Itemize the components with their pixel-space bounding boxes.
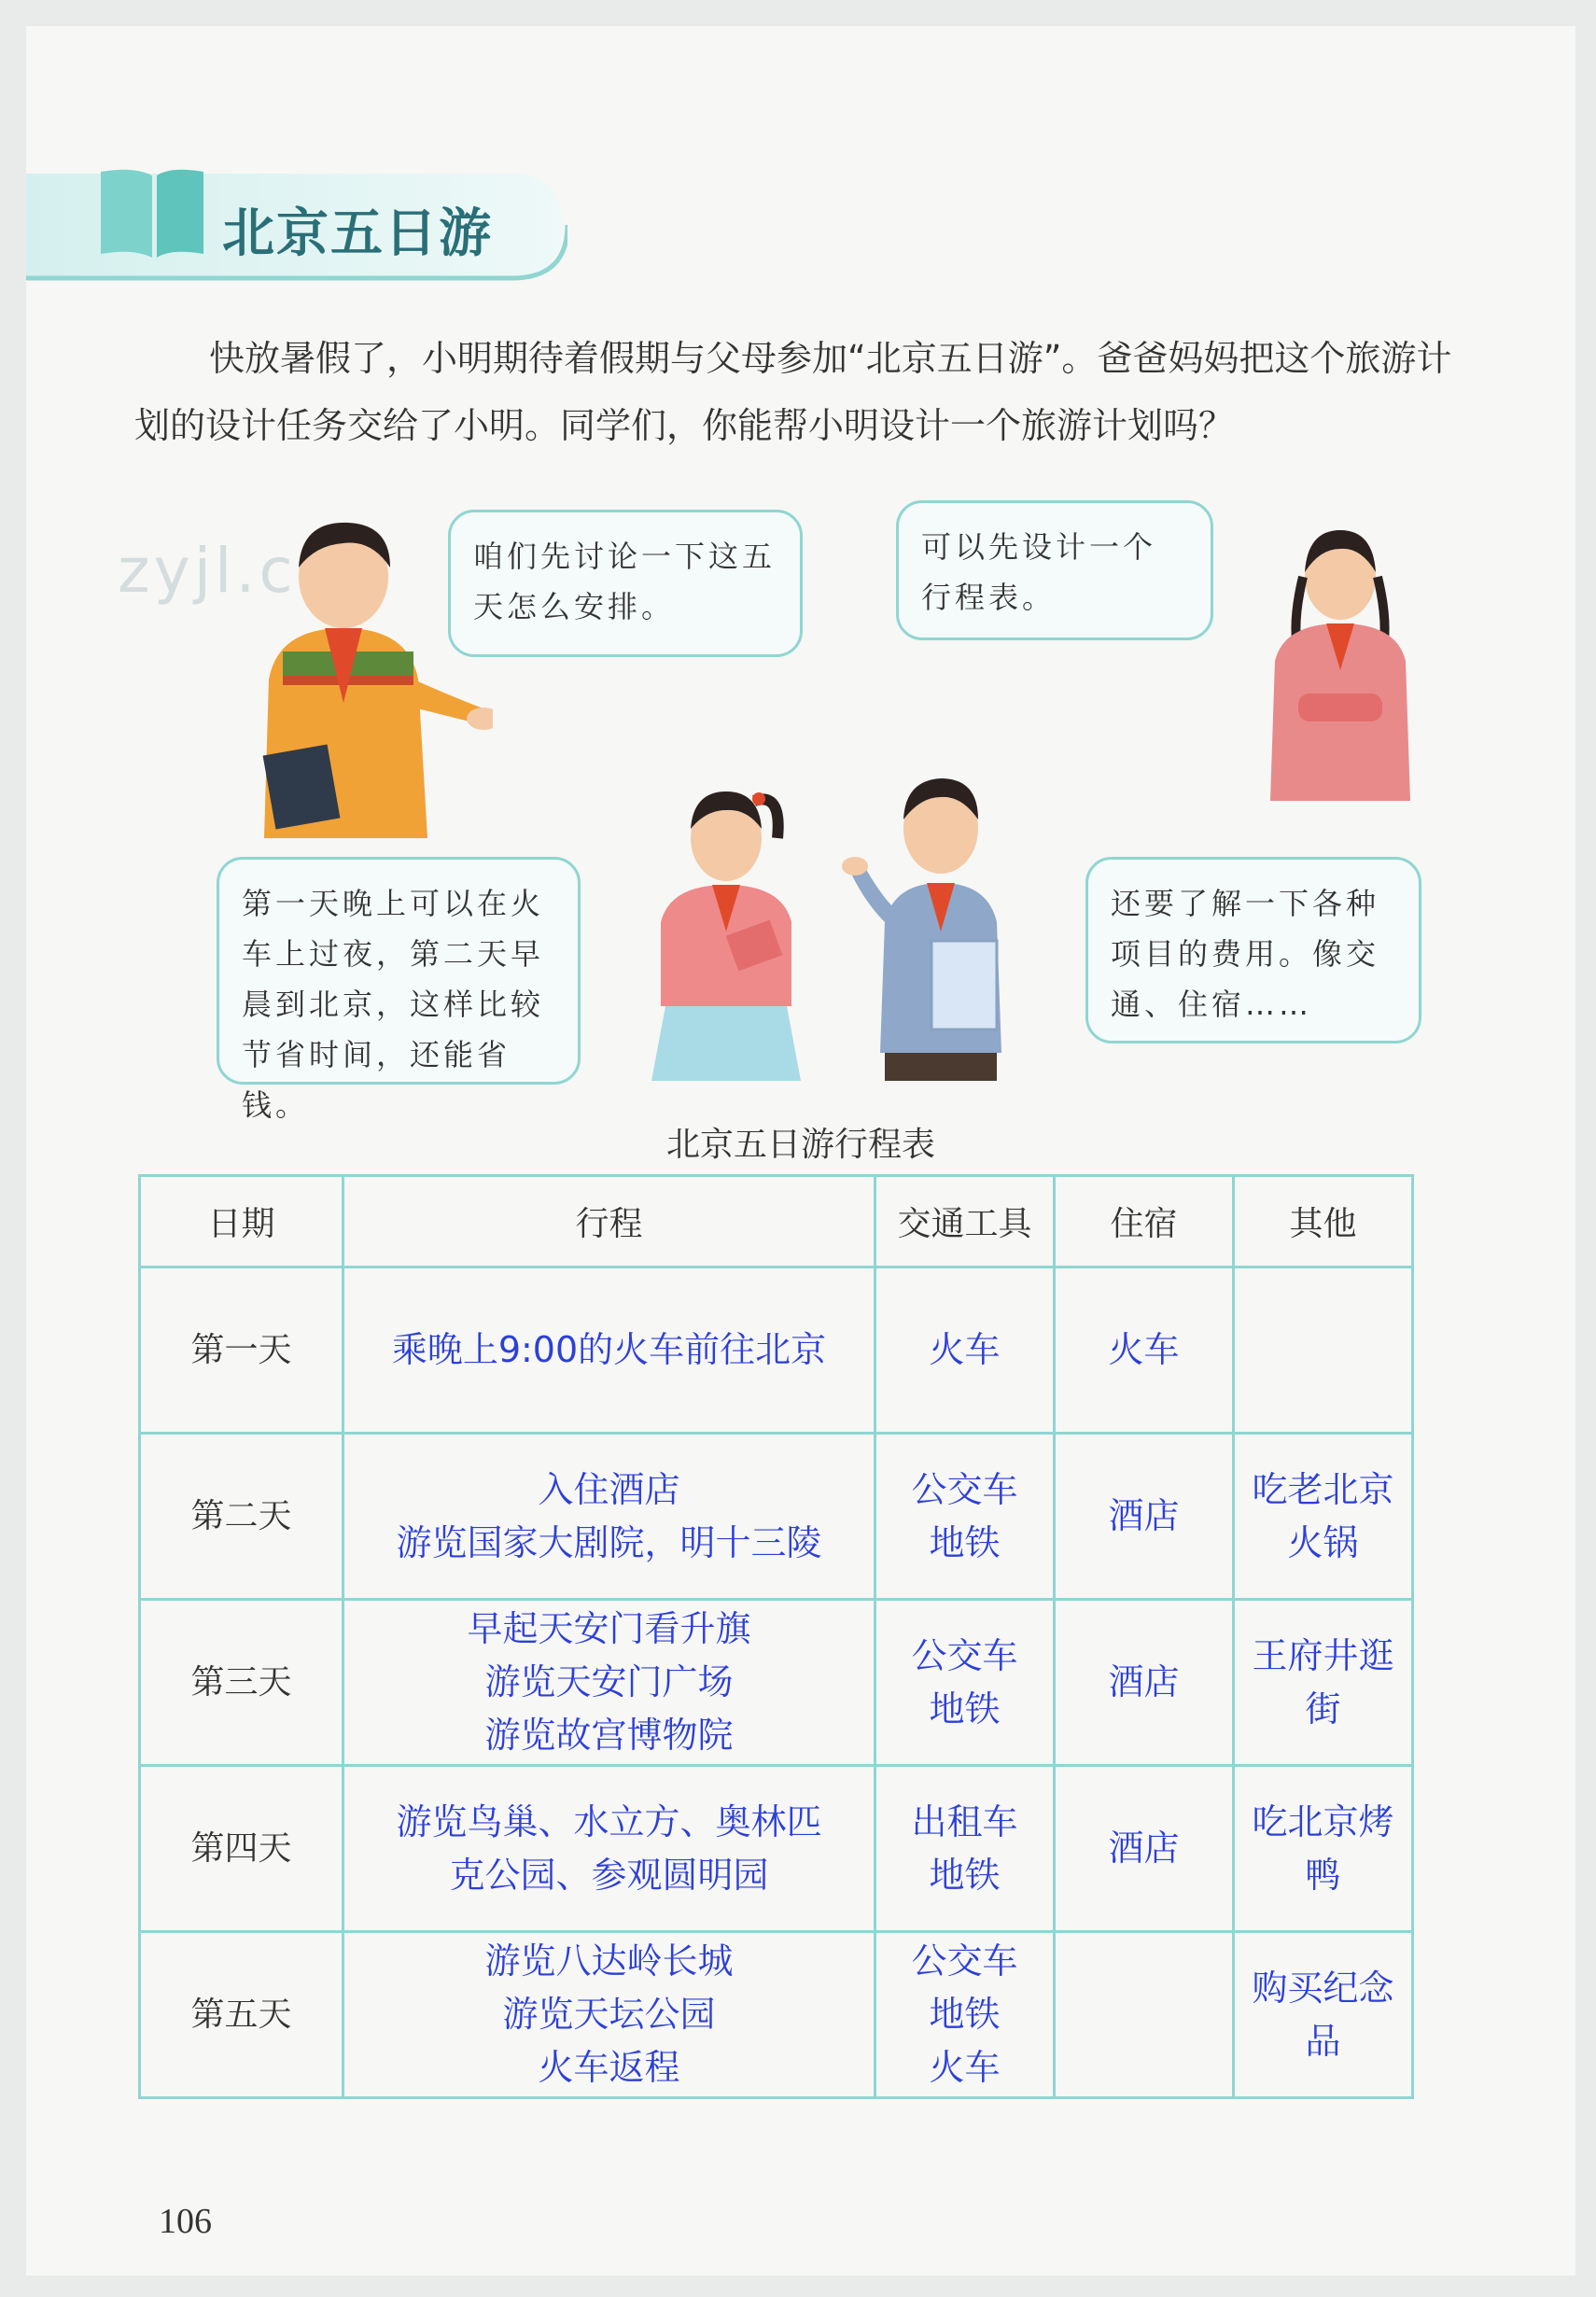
day-cell: 第二天 — [140, 1434, 343, 1600]
speech-bubble-2 — [896, 500, 1213, 640]
transport-line: 公交车 — [911, 1940, 1018, 1982]
transport-line: 火车 — [929, 2047, 1001, 2088]
day-cell: 第一天 — [140, 1268, 343, 1434]
other-line: 火锅 — [1287, 1521, 1359, 1563]
itinerary-table — [138, 1174, 1414, 2099]
speech-bubble-3 — [217, 857, 581, 1123]
table-row — [140, 1434, 1413, 1600]
header-transport: 交通工具 — [875, 1176, 1055, 1268]
other-line: 吃老北京 — [1252, 1468, 1394, 1510]
table-row — [140, 1766, 1413, 1932]
trip-line: 游览国家大剧院，明十三陵 — [396, 1521, 822, 1563]
transport-line: 火车 — [929, 1329, 1001, 1370]
trip-cell — [343, 1600, 875, 1766]
trip-line: 入住酒店 — [538, 1468, 680, 1510]
trip-line: 克公园、参观圆明园 — [449, 1854, 769, 1896]
transport-cell — [875, 1766, 1055, 1932]
transport-cell — [875, 1268, 1055, 1434]
trip-line: 游览天安门广场 — [484, 1661, 734, 1702]
trip-cell — [343, 1434, 875, 1600]
watermark-text: zyjl.c — [118, 535, 297, 607]
transport-line: 出租车 — [911, 1800, 1018, 1842]
intro-paragraph: 快放暑假了，小明期待着假期与父母参加“北京五日游”。爸爸妈妈把这个旅游计划的设计任务交给了小明。同学们，你能帮小明设计一个旅游计划吗？ — [134, 338, 1452, 446]
speech-bubble-3-text: 第一天晚上可以在火车上过夜，第二天早晨到北京，这样比较节省时间，还能省钱。 — [242, 886, 545, 1123]
section-title: 北京五日游 — [222, 203, 493, 264]
other-cell — [1234, 1268, 1413, 1434]
trip-line: 早起天安门看升旗 — [467, 1608, 751, 1649]
textbook-page — [26, 26, 1575, 2276]
book-icon — [101, 170, 203, 258]
speech-bubble-1-text: 咱们先讨论一下这五天怎么安排。 — [473, 539, 777, 624]
transport-cell — [875, 1932, 1055, 2098]
table-row — [140, 1268, 1413, 1434]
trip-cell — [343, 1766, 875, 1932]
stay-cell: 酒店 — [1055, 1600, 1234, 1766]
section-banner — [26, 164, 567, 286]
header-trip: 行程 — [343, 1176, 875, 1268]
day-cell: 第三天 — [140, 1600, 343, 1766]
speech-bubble-2-text: 可以先设计一个行程表。 — [921, 529, 1157, 615]
other-line: 吃北京烤鸭 — [1252, 1800, 1394, 1896]
stay-cell: 酒店 — [1055, 1766, 1234, 1932]
other-cell — [1234, 1766, 1413, 1932]
trip-cell — [343, 1268, 875, 1434]
other-cell — [1234, 1434, 1413, 1600]
table-row — [140, 1600, 1413, 1766]
transport-cell — [875, 1600, 1055, 1766]
transport-line: 地铁 — [929, 1688, 1001, 1730]
speech-bubble-4-text: 还要了解一下各种项目的费用。像交通、住宿…… — [1111, 886, 1380, 1022]
speech-bubble-1 — [448, 510, 803, 657]
stay-cell — [1055, 1932, 1234, 2098]
header-stay: 住宿 — [1055, 1176, 1234, 1268]
transport-line: 地铁 — [929, 1854, 1001, 1896]
table-row — [140, 1932, 1413, 2098]
table-title: 北京五日游行程表 — [665, 1126, 935, 1164]
transport-line: 公交车 — [911, 1468, 1018, 1510]
stay-cell: 酒店 — [1055, 1434, 1234, 1600]
stay-cell: 火车 — [1055, 1268, 1234, 1434]
girl-illustration — [1256, 521, 1424, 801]
other-cell — [1234, 1932, 1413, 2098]
page-number: 106 — [159, 2202, 212, 2241]
speech-bubble-4 — [1085, 857, 1421, 1043]
transport-line: 公交车 — [911, 1634, 1018, 1676]
other-line: 购买纪念品 — [1252, 1967, 1394, 2062]
header-other: 其他 — [1234, 1176, 1413, 1268]
other-line: 王府井逛街 — [1252, 1634, 1394, 1730]
trip-cell — [343, 1932, 875, 2098]
trip-line: 乘晚上9:00的火车前往北京 — [391, 1329, 827, 1370]
trip-line: 游览八达岭长城 — [484, 1940, 734, 1982]
trip-line: 游览鸟巢、水立方、奥林匹 — [396, 1800, 822, 1842]
boy-with-folder-illustration — [829, 763, 1043, 1090]
header-date: 日期 — [140, 1176, 343, 1268]
day-cell: 第五天 — [140, 1932, 343, 2098]
other-cell — [1234, 1600, 1413, 1766]
transport-cell — [875, 1434, 1055, 1600]
girl-with-book-illustration — [642, 773, 810, 1090]
trip-line: 火车返程 — [538, 2047, 680, 2088]
trip-line: 游览故宫博物院 — [484, 1715, 734, 1756]
trip-line: 游览天坛公园 — [502, 1994, 716, 2035]
table-header-row — [140, 1176, 1413, 1268]
transport-line: 地铁 — [929, 1994, 1001, 2035]
day-cell: 第四天 — [140, 1766, 343, 1932]
transport-line: 地铁 — [929, 1521, 1001, 1563]
